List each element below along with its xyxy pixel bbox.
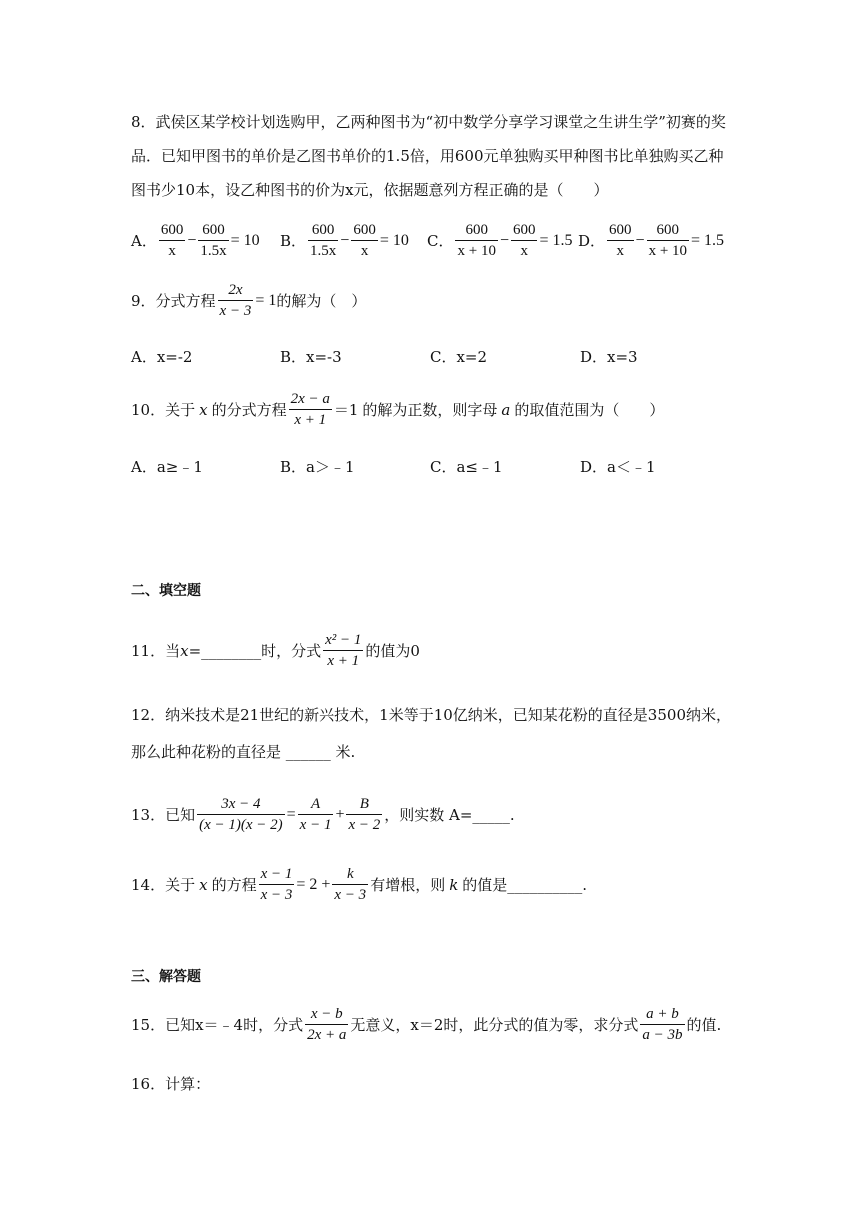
q10-option-c[interactable]: C．a≤﹣1	[430, 458, 503, 476]
q8-line1: 8．武侯区某学校计划选购甲，乙两种图书为“初中数学分享学习课堂之生讲生学”初赛的奖	[131, 113, 726, 131]
q8-option-a[interactable]: A． $\frac{600}{x}$ − $\frac{600}{1.5x}$ = 10	[131, 222, 260, 259]
q9-option-c[interactable]: C．x=2	[430, 348, 488, 366]
q8-line2: 品．已知甲图书的单价是乙图书单价的1.5倍，用600元单独购买甲种图书比单独购买乙种	[131, 147, 724, 165]
fraction: $\frac{600}{1.5x}$	[310, 222, 337, 259]
fraction: $\frac{B}{x - 2}$	[348, 796, 381, 833]
q11-stem: 11．当 x =________时，分式 $\frac{\text{x² − 1}}{x + 1}$ 的值为0	[131, 632, 420, 669]
q16-stem: 16．计算：	[131, 1075, 211, 1093]
fraction: $\frac{x - b}{2x + a}$	[307, 1006, 347, 1043]
option-label: C．	[427, 232, 454, 250]
fraction: $\frac{k}{x - 3}$	[334, 866, 367, 903]
section-heading-solve: 三、解答题	[131, 969, 201, 985]
q8-option-c[interactable]: C． $\frac{600}{x + 10}$ − $\frac{600}{x}$ = 1.5	[427, 222, 573, 259]
q14-stem: 14．关于 x 的方程 $\frac{x - 1}{x - 3}$ = 2 + $\frac{k}{x - 3}$ 有增根，则 k 的值是__________.	[131, 866, 588, 903]
option-label: A．	[131, 232, 157, 250]
fraction: $\frac{600}{1.5x}$	[200, 222, 227, 259]
q9-option-a[interactable]: A．x=-2	[131, 348, 193, 366]
fraction: $\frac{600}{x + 10}$	[457, 222, 496, 259]
fraction: $\frac{A}{x - 1}$	[299, 796, 332, 833]
fraction: $\frac{600}{x}$	[512, 222, 536, 259]
q10-stem: 10．关于 x 的分式方程 $\frac{2x - a}{x + 1}$ ＝1 的解为正数，则字母 a 的取值范围为（ ）	[131, 391, 665, 428]
answer-blank: =________时，分式	[188, 642, 322, 660]
fraction: $\frac{a + b}{a - 3b}$	[642, 1006, 683, 1043]
fraction: $\frac{2x}{x - 3}$	[219, 282, 252, 319]
q10-option-d[interactable]: D．a＜﹣1	[580, 458, 656, 476]
fraction: $\frac{2x - a}{x + 1}$	[290, 391, 330, 428]
q12-line1: 12．纳米技术是21世纪的新兴技术，1米等于10亿纳米，已知某花粉的直径是3500纳米，	[131, 706, 731, 724]
option-label: B．	[280, 232, 307, 250]
q10-option-b[interactable]: B．a＞﹣1	[280, 458, 355, 476]
q8-line3: 图书少10本，设乙种图书的价为x元，依据题意列方程正确的是（ ）	[131, 181, 609, 199]
option-label: D．	[578, 232, 606, 250]
q15-stem: 15．已知 x＝﹣4时，分式 $\frac{x - b}{2x + a}$ 无意义， x＝2时，此分式的值为零，求分式 $\frac{a + b}{a - 3b}$ 的值.	[131, 1006, 722, 1043]
fraction: $\frac{600}{x}$	[353, 222, 376, 259]
q8-option-b[interactable]: B． $\frac{600}{1.5x}$ − $\frac{600}{x}$ = 10	[280, 222, 409, 259]
q13-stem: 13．已知 $\frac{3x - 4}{(x - 1)(x - 2)}$ = $\frac{A}{x - 1}$ + $\frac{B}{x - 2}$ ，则实数 A=_____.	[131, 796, 515, 833]
fraction: $\frac{600}{x}$	[609, 222, 632, 259]
fraction: $\frac{600}{x}$	[160, 222, 184, 259]
fraction: $\frac{600}{x + 10}$	[648, 222, 688, 259]
section-heading-fill-in: 二、填空题	[131, 583, 201, 599]
q9-option-d[interactable]: D．x=3	[580, 348, 638, 366]
q9-option-b[interactable]: B．x=-3	[280, 348, 342, 366]
q10-option-a[interactable]: A．a≥﹣1	[131, 458, 203, 476]
fraction: $\frac{x - 1}{x - 3}$	[260, 866, 293, 903]
q12-line2: 那么此种花粉的直径是 ______ 米.	[131, 743, 356, 761]
q9-stem: 9．分式方程 $\frac{2x}{x - 3}$ = 1 的解为（ ）	[131, 282, 367, 319]
fraction: $\frac{\text{x² − 1}}{x + 1}$	[325, 632, 362, 669]
fraction: $\frac{3x - 4}{(x - 1)(x - 2)}$	[199, 796, 283, 833]
q8-option-d[interactable]: D． $\frac{600}{x}$ − $\frac{600}{x + 10}$ = 1.5	[578, 222, 725, 259]
